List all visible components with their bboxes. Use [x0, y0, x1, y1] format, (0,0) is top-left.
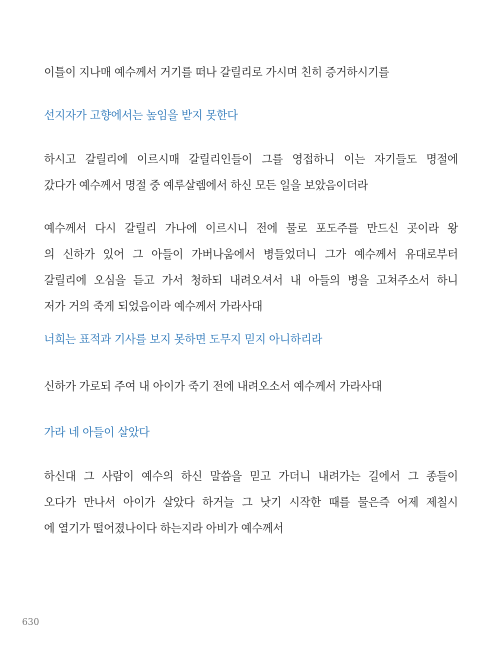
paragraph-line: 의 신하가 있어 그 아들이 가버나움에서 병들었더니 그가 예수께서 유대로부터 [44, 248, 458, 261]
paragraph-5 [44, 464, 458, 542]
paragraph-line: 에 열기가 떨어졌나이다 하는지라 아비가 예수께서 [44, 522, 284, 535]
paragraph-line: 갔다가 예수께서 명절 중 예루살렘에서 하신 모든 일을 보았음이더라 [44, 179, 368, 192]
paragraph-line: 하신대 그 사람이 예수의 하신 말씀을 믿고 가더니 내려가는 길에서 그 종들이 [44, 470, 458, 483]
paragraph-line: 저가 거의 죽게 되었음이라 예수께서 가라사대 [44, 300, 263, 313]
quote-line: 선지자가 고향에서는 높임을 받지 못한다 [44, 109, 238, 122]
paragraph-line: 오다가 만나서 아이가 살았다 하거늘 그 낫기 시작한 때를 물은즉 어제 제칠시 [44, 496, 458, 509]
quote-verse-2 [44, 327, 458, 353]
quote-line: 가라 네 아들이 살았다 [44, 426, 150, 439]
quote-line: 너희는 표적과 기사를 보지 못하면 도무지 믿지 아니하리라 [44, 333, 323, 346]
quote-verse-1 [44, 103, 458, 129]
paragraph-2 [44, 147, 458, 199]
paragraph-3 [44, 216, 458, 320]
paragraph-1 [44, 60, 458, 86]
paragraph-line: 신하가 가로되 주여 내 아이가 죽기 전에 내려오소서 예수께서 가라사대 [44, 380, 382, 393]
page-number: 630 [22, 618, 40, 628]
paragraph-line: 예수께서 다시 갈릴리 가나에 이르시니 전에 물로 포도주를 만드신 곳이라 왕 [44, 222, 458, 235]
paragraph-line: 하시고 갈릴리에 이르시매 갈릴리인들이 그를 영접하니 이는 자기들도 명절에 [44, 153, 458, 166]
paragraph-4 [44, 374, 458, 400]
paragraph-line: 갈릴리에 오심을 듣고 가서 청하되 내려오셔서 내 아들의 병을 고쳐주소서 하니 [44, 274, 458, 287]
quote-verse-3 [44, 420, 458, 446]
paragraph-line: 이틀이 지나매 예수께서 거기를 떠나 갈릴리로 가시며 친히 증거하시기를 [44, 66, 390, 79]
